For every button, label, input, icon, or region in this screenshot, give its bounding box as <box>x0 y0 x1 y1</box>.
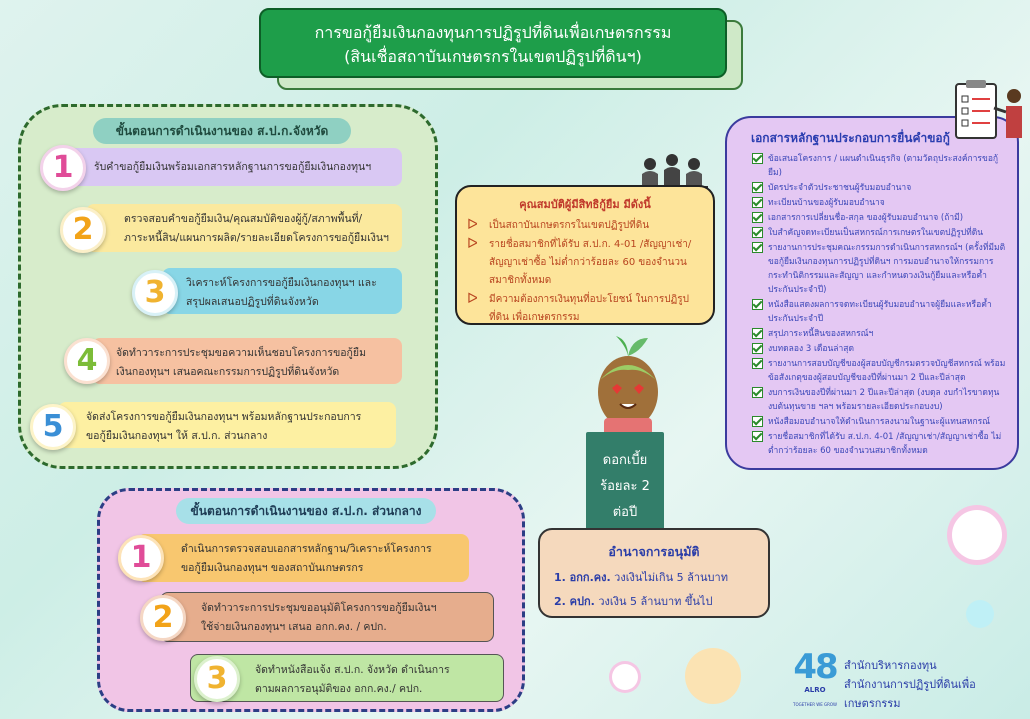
arrow-icon: ᐅ <box>467 236 478 252</box>
step-text-line1: ดำเนินการตรวจสอบเอกสารหลักฐาน/วิเคราะห์โครงการ <box>181 543 432 555</box>
step-text-line2: สรุปผลเสนอปฏิรูปที่ดินจังหวัด <box>186 296 319 308</box>
document-item: รายงานการสอบบัญชีของผู้สอบบัญชีกรมตรวจบัญชีสหกรณ์ พร้อมข้อสังเกตุของผู้สอบบัญชีของปีที่ผ่านมา 2 ปีและปีล่าสุด <box>768 357 1007 385</box>
provincial-step-2 <box>86 204 402 252</box>
arrow-icon: ᐅ <box>467 291 478 307</box>
documents-panel <box>725 116 1019 470</box>
documents-heading: เอกสารหลักฐานประกอบการยื่นคำขอกู้ <box>751 131 950 145</box>
step-text-line1: จัดทำวาระการประชุมขอความเห็นชอบโครงการขอกู้ยืม <box>116 347 366 359</box>
qualification-item: ᐅ เป็นสถาบันเกษตรกรในเขตปฏิรูปที่ดิน <box>467 217 650 233</box>
step-text-line2: ใช้จ่ายเงินกองทุนฯ เสนอ อกก.คง. / คปก. <box>201 621 387 633</box>
qualifications-panel <box>455 185 715 325</box>
checkbox-icon <box>752 358 763 369</box>
checkbox-icon <box>752 416 763 427</box>
document-item: บัตรประจำตัวประชาชนผู้รับมอบอำนาจ <box>768 181 1007 195</box>
step-text-line2: ขอกู้ยืมเงินกองทุนฯ ให้ ส.ป.ก. ส่วนกลาง <box>86 430 268 442</box>
decor-bubble <box>685 648 741 704</box>
step-number-1: 1 <box>118 535 164 581</box>
organization-name <box>844 656 1030 713</box>
checkbox-icon <box>752 299 763 310</box>
qualification-item: ᐅ รายชื่อสมาชิกที่ได้รับ ส.ป.ก. 4-01 /สัญญาเช่า/ สัญญาเช่าซื้อ ไม่ต่ำกว่าร้อยละ 60 ของจำนวนสมาชิกทั้งหมด <box>467 236 692 286</box>
provincial-step-5 <box>58 402 396 448</box>
title-line2: (สินเชื่อสถาบันเกษตรกรในเขตปฏิรูปที่ดินฯ) <box>344 47 642 66</box>
title-line1: การขอกู้ยืมเงินกองทุนการปฏิรูปที่ดินเพื่อเกษตรกรรม <box>314 23 672 42</box>
step-text-line2: ขอกู้ยืมเงินกองทุนฯ ของสถาบันเกษตรกร <box>181 562 364 574</box>
central-step-1 <box>137 534 469 582</box>
org-line1: สำนักบริหารกองทุน <box>844 659 937 672</box>
step-number-4: 4 <box>64 338 110 384</box>
org-line2: สำนักงานการปฏิรูปที่ดินเพื่อเกษตรกรรม <box>844 678 976 710</box>
logo-brand: ALRO <box>804 686 826 694</box>
step-text-line2: ตามผลการอนุมัติของ อกก.คง./ คปก. <box>255 683 423 695</box>
document-item: เอกสารการเปลี่ยนชื่อ-สกุล ของผู้รับมอบอำนาจ (ถ้ามี) <box>768 211 1007 225</box>
document-item: สรุปภาระหนี้สินของสหกรณ์ฯ <box>768 327 1007 341</box>
document-item: รายงานการประชุมคณะกรรมการดำเนินการสหกรณ์ฯ (ครั้งที่มีมติขอกู้ยืมเงินกองทุนการปฏิรูปที่ดินฯ การมอบอำนาจให้กรรมการกระทำนิติกรรมและสัญญา และกำหนดวงเงินกู้ยืมและหรือค้ำประกันประจำปี) <box>768 241 1007 297</box>
step-number-3: 3 <box>194 656 240 702</box>
seed-mascot-icon <box>588 330 668 442</box>
step-number-3: 3 <box>132 270 178 316</box>
approval-line-2: 2. คปก. วงเงิน 5 ล้านบาท ขึ้นไป <box>554 595 713 608</box>
step-number-2: 2 <box>60 207 106 253</box>
provincial-step-3 <box>162 268 402 314</box>
approval-line-1: 1. อกก.คง. วงเงินไม่เกิน 5 ล้านบาท <box>554 571 728 584</box>
interest-line2: ร้อยละ 2 <box>600 479 650 494</box>
qualifications-heading: คุณสมบัติผู้มีสิทธิกู้ยืม มีดังนี้ <box>519 198 651 211</box>
document-item: งบการเงินของปีที่ผ่านมา 2 ปีและปีล่าสุด (งบดุล งบกำไรขาดทุน งบต้นทุนขาย ฯลฯ พร้อมรายละเอียดประกอบงบ) <box>768 386 1007 414</box>
step-text-line1: จัดทำหนังสือแจ้ง ส.ป.ก. จังหวัด ดำเนินการ <box>255 664 450 676</box>
document-item: รายชื่อสมาชิกที่ได้รับ ส.ป.ก. 4-01 /สัญญาเช่า/สัญญาเช่าซื้อ ไม่ต่ำกว่าร้อยละ 60 ของจำนวนสมาชิกทั้งหมด <box>768 430 1007 458</box>
checkbox-icon <box>752 431 763 442</box>
provincial-step-1 <box>66 148 402 186</box>
central-step-2 <box>160 592 494 642</box>
step-text-line1: จัดส่งโครงการขอกู้ยืมเงินกองทุนฯ พร้อมหลักฐานประกอบการ <box>86 411 362 423</box>
qualification-item: ᐅ มีความต้องการเงินทุนที่อปะโยชน์ ในการปฏิรูปที่ดิน เพื่อเกษตรกรรม <box>467 291 689 323</box>
page-title <box>259 8 727 78</box>
document-item: หนังสือแสดงผลการจดทะเบียนผู้รับมอบอำนาจผู้ยืมและหรือค้ำประกันประจำปี <box>768 298 1007 326</box>
document-item: งบทดลอง 3 เดือนล่าสุด <box>768 342 1007 356</box>
checkbox-icon <box>752 387 763 398</box>
decor-bubble <box>952 510 1002 560</box>
checkbox-icon <box>752 182 763 193</box>
step-text-line1: ตรวจสอบคำขอกู้ยืมเงิน/คุณสมบัติของผู้กู้/สภาพพื้นที่/ <box>124 213 363 225</box>
document-item: หนังสือมอบอำนาจให้ดำเนินการลงนามในฐานะผู้แทนสหกรณ์ <box>768 415 1007 429</box>
logo-tagline: TOGETHER WE GROW <box>793 702 837 707</box>
approval-heading: อำนาจการอนุมัติ <box>608 544 700 559</box>
step-text: รับคำขอกู้ยืมเงินพร้อมเอกสารหลักฐานการขอกู้ยืมเงินกองทุนฯ <box>94 161 372 173</box>
step-number-2: 2 <box>140 595 186 641</box>
checkbox-icon <box>752 212 763 223</box>
logo-number: 48 <box>793 647 837 687</box>
checkbox-icon <box>752 227 763 238</box>
checkbox-icon <box>752 197 763 208</box>
decor-bubble <box>966 600 994 628</box>
step-text-line2: เงินกองทุนฯ เสนอคณะกรรมการปฏิรูปที่ดินจังหวัด <box>116 366 340 378</box>
clipboard-man-icon <box>952 78 1026 150</box>
step-text-line1: จัดทำวาระการประชุมขออนุมัติโครงการขอกู้ยืมเงินฯ <box>201 602 437 614</box>
checkbox-icon <box>752 343 763 354</box>
checkbox-icon <box>752 242 763 253</box>
central-heading: ขั้นตอนการดำเนินงานของ ส.ป.ก. ส่วนกลาง <box>176 498 436 524</box>
interest-line3: ต่อปี <box>612 505 638 520</box>
arrow-icon: ᐅ <box>467 217 478 233</box>
provincial-heading: ขั้นตอนการดำเนินงานของ ส.ป.ก.จังหวัด <box>93 118 351 144</box>
interest-rate-box <box>586 432 664 542</box>
step-number-5: 5 <box>30 404 76 450</box>
provincial-step-4 <box>92 338 402 384</box>
decor-bubble <box>612 664 638 690</box>
document-item: ข้อเสนอโครงการ / แผนดำเนินธุรกิจ (ตามวัตถุประสงค์การขอกู้ยืม) <box>768 152 1007 180</box>
interest-line1: ดอกเบี้ย <box>602 453 648 468</box>
document-item: ทะเบียนบ้านของผู้รับมอบอำนาจ <box>768 196 1007 210</box>
alro-logo <box>788 648 842 714</box>
checkbox-icon <box>752 328 763 339</box>
document-item: ใบสำคัญจดทะเบียนเป็นสหกรณ์การเกษตรในเขตปฏิรูปที่ดิน <box>768 226 1007 240</box>
step-number-1: 1 <box>40 145 86 191</box>
checkbox-icon <box>752 153 763 164</box>
step-text-line1: วิเคราะห์โครงการขอกู้ยืมเงินกองทุนฯ และ <box>186 277 377 289</box>
approval-panel <box>538 528 770 618</box>
step-text-line2: ภาระหนี้สิน/แผนการผลิต/รายละเอียดโครงการขอกู้ยืมเงินฯ <box>124 232 389 244</box>
